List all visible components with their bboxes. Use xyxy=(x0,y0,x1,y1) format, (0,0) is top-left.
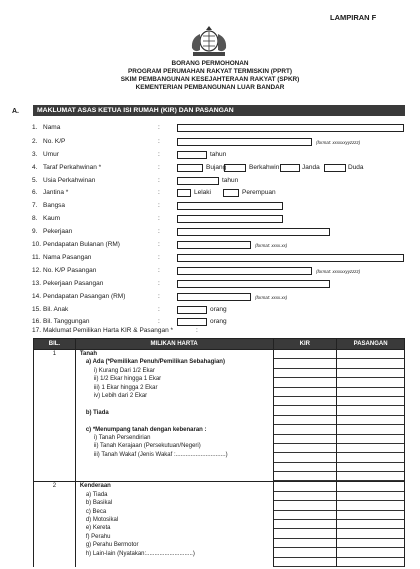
property-item-line: g) Perahu Bermotor xyxy=(85,542,139,549)
row-number-cell xyxy=(34,482,76,567)
kir-cell[interactable] xyxy=(273,482,337,567)
pasangan-answer-line[interactable] xyxy=(337,397,404,406)
field-row-nama-pasangan xyxy=(0,254,420,265)
pasangan-answer-line[interactable] xyxy=(337,388,404,397)
pendapatan-format-hint: (format: xxxx.xx) xyxy=(255,243,288,248)
property-item-line: ii) Tanah Kerajaan (Persekutuan/Negeri) xyxy=(93,443,201,450)
property-item-line: d) Motosikal xyxy=(85,517,119,524)
table-row xyxy=(34,350,405,482)
property-item-line: h) Lain-lain (Nyatakan:............................) xyxy=(85,550,195,557)
kir-answer-line[interactable] xyxy=(274,444,337,453)
field-number: 12. xyxy=(32,267,42,274)
kir-answer-line[interactable] xyxy=(274,548,337,557)
kir-answer-line[interactable] xyxy=(274,539,337,548)
kir-answer-line[interactable] xyxy=(274,388,337,397)
pasangan-answer-line[interactable] xyxy=(337,511,404,520)
nama-input-box[interactable] xyxy=(177,124,404,132)
row-number: 1 xyxy=(52,351,57,357)
kir-answer-line[interactable] xyxy=(274,359,337,368)
field-row-bil-anak xyxy=(0,306,420,317)
form-title-line-1: BORANG PERMOHONAN xyxy=(171,60,249,67)
property-item-line: iii) Tanah Wakaf (Jenis Wakaf :..............................) xyxy=(93,451,228,458)
field-label: Nama xyxy=(43,124,61,131)
kir-answer-line[interactable] xyxy=(274,369,337,378)
pendapatan-pasangan-format-hint: (format: xxxx.xx) xyxy=(255,295,288,300)
field-colon: : xyxy=(158,151,160,158)
property-item-line: a) Ada (*Pemilikan Penuh/Pemilikan Sebahagian) xyxy=(85,359,225,366)
field-row-umur xyxy=(0,151,420,162)
nama-pasangan-input-box[interactable] xyxy=(177,254,404,262)
field-row-pekerjaan-pasangan xyxy=(0,280,420,291)
kir-answer-line[interactable] xyxy=(274,520,337,529)
row-number: 2 xyxy=(52,483,57,490)
field-colon: : xyxy=(158,124,160,131)
kir-answer-line[interactable] xyxy=(274,501,337,510)
bujang-option-label: Bujang xyxy=(206,164,227,171)
field-colon: : xyxy=(158,254,160,261)
kir-answer-line[interactable] xyxy=(274,558,337,567)
field-colon: : xyxy=(158,293,160,300)
berkahwin-checkbox[interactable] xyxy=(224,164,246,172)
no-kp-format-hint: (format: xxxxxxyyzzzz) xyxy=(316,140,361,145)
janda-checkbox[interactable] xyxy=(280,164,300,172)
usia-perkahwinan-input-box[interactable] xyxy=(177,177,219,185)
kir-answer-line[interactable] xyxy=(274,529,337,538)
form-title-line-3: SKIM PEMBANGUNAN KESEJAHTERAAN RAKYAT (SPKR) xyxy=(120,76,300,83)
pasangan-answer-line[interactable] xyxy=(337,435,404,444)
field-row-no-kp-pasangan xyxy=(0,267,420,278)
field-label: Nama Pasangan xyxy=(43,254,92,261)
field-label: Taraf Perkahwinan * xyxy=(43,164,102,171)
pasangan-cell[interactable] xyxy=(337,350,405,482)
row-number-cell xyxy=(34,350,76,482)
field-row-pemilikan-harta xyxy=(0,327,420,338)
field-number: 16. xyxy=(32,318,42,325)
field-number: 17. xyxy=(32,327,42,334)
pasangan-answer-line[interactable] xyxy=(337,501,404,510)
field-label: No. K/P xyxy=(43,138,66,145)
kir-answer-line[interactable] xyxy=(274,453,337,462)
property-item-cell xyxy=(75,350,273,482)
field-row-no-kp xyxy=(0,138,420,149)
field-colon: : xyxy=(158,189,160,196)
field-label: Pendapatan Bulanan (RM) xyxy=(43,241,120,248)
pasangan-answer-line[interactable] xyxy=(337,425,404,434)
pendapatan-bulanan-input-box[interactable] xyxy=(177,241,251,249)
kir-answer-line[interactable] xyxy=(274,406,337,415)
property-item-line: a) Tiada xyxy=(85,491,108,498)
property-item-line: b) Basikal xyxy=(85,500,113,507)
lelaki-checkbox[interactable] xyxy=(177,189,191,197)
pasangan-answer-line[interactable] xyxy=(337,463,404,472)
kaum-input-box[interactable] xyxy=(177,215,283,223)
column-header-kir: KIR xyxy=(273,339,337,350)
field-number: 11. xyxy=(32,254,41,261)
property-item-line: c) Beca xyxy=(85,508,107,515)
kir-answer-line[interactable] xyxy=(274,435,337,444)
field-number: 14. xyxy=(32,293,42,300)
property-item-line: Kenderaan xyxy=(79,483,111,490)
field-label: Pendapatan Pasangan (RM) xyxy=(43,293,126,300)
property-item-line xyxy=(76,459,273,467)
property-item-line: iii) 1 Ekar hingga 2 Ekar xyxy=(93,384,158,391)
field-row-taraf-perkahwinan xyxy=(0,164,420,175)
field-row-bangsa xyxy=(0,202,420,213)
duda-option-label: Duda xyxy=(348,164,364,171)
field-number: 9. xyxy=(32,228,38,235)
bangsa-input-box[interactable] xyxy=(177,202,283,210)
field-colon: : xyxy=(158,228,160,235)
janda-option-label: Janda xyxy=(302,164,320,171)
pasangan-answer-line[interactable] xyxy=(337,369,404,378)
field-number: 3. xyxy=(32,151,38,158)
property-item-line: iv) Lebih dari 2 Ekar xyxy=(93,392,148,399)
field-row-pekerjaan xyxy=(0,228,420,239)
field-row-usia-perkahwinan xyxy=(0,177,420,188)
field-number: 13. xyxy=(32,280,42,287)
lampiran-label: LAMPIRAN F xyxy=(330,13,377,22)
pasangan-answer-line[interactable] xyxy=(337,359,404,368)
property-item-line xyxy=(76,417,273,425)
field-colon: : xyxy=(158,138,160,145)
kir-answer-line[interactable] xyxy=(274,350,337,359)
field-colon: : xyxy=(158,202,160,209)
property-item-line: b) Tiada xyxy=(85,409,109,416)
field-label: Bil. Tanggungan xyxy=(43,318,90,325)
field-colon: : xyxy=(158,241,160,248)
kir-answer-line[interactable] xyxy=(274,463,337,472)
field-number: 5. xyxy=(32,177,38,184)
field-label: Maklumat Pemilikan Harta KIR & Pasangan * xyxy=(43,327,174,334)
column-header-milikan-harta: MILIKAN HARTA xyxy=(75,339,273,350)
field-colon: : xyxy=(158,164,160,171)
field-label: Bil. Anak xyxy=(43,306,69,313)
field-colon: : xyxy=(158,280,160,287)
umur-input-box[interactable] xyxy=(177,151,207,159)
column-header-pasangan: PASANGAN xyxy=(337,339,405,350)
bil-tanggungan-unit: orang xyxy=(210,318,227,325)
kir-answer-line[interactable] xyxy=(274,378,337,387)
kir-answer-line[interactable] xyxy=(274,482,337,491)
field-colon: : xyxy=(158,318,160,325)
property-item-line: i) Kurang Dari 1/2 Ekar xyxy=(93,367,155,374)
pasangan-answer-line[interactable] xyxy=(337,406,404,415)
no-kp-input-box[interactable] xyxy=(177,138,312,146)
property-item-line: ii) 1/2 Ekar hingga 1 Ekar xyxy=(93,376,162,383)
property-item-line: i) Tanah Persendirian xyxy=(93,434,151,441)
perempuan-checkbox[interactable] xyxy=(223,189,239,197)
bil-anak-unit: orang xyxy=(210,306,227,313)
field-colon: : xyxy=(158,306,160,313)
bil-tanggungan-input-box[interactable] xyxy=(177,318,207,326)
kir-answer-line[interactable] xyxy=(274,492,337,501)
no-kp-pasangan-input-box[interactable] xyxy=(177,267,312,275)
field-label: Pekerjaan xyxy=(43,228,73,235)
form-title-line-4: KEMENTERIAN PEMBANGUNAN LUAR BANDAR xyxy=(135,84,285,91)
field-label: Umur xyxy=(43,151,59,158)
column-header-bil: BIL. xyxy=(34,339,76,350)
property-item-line: f) Perahu xyxy=(85,533,111,540)
field-number: 10. xyxy=(32,241,42,248)
berkahwin-option-label: Berkahwin xyxy=(249,164,280,171)
field-colon: : xyxy=(158,177,160,184)
section-a-header: MAKLUMAT ASAS KETUA ISI RUMAH (KIR) DAN PASANGAN xyxy=(33,105,405,116)
field-row-nama xyxy=(0,124,420,135)
field-number: 2. xyxy=(32,138,38,145)
lelaki-option-label: Lelaki xyxy=(194,189,211,196)
field-label: Kaum xyxy=(43,215,60,222)
pasangan-answer-line[interactable] xyxy=(337,378,404,387)
pasangan-answer-line[interactable] xyxy=(337,453,404,462)
kir-answer-line[interactable] xyxy=(274,472,337,481)
field-colon: : xyxy=(158,215,160,222)
property-item-cell xyxy=(75,482,273,567)
no-kp-pasangan-format-hint: (format: xxxxxxyyzzzz) xyxy=(316,269,361,274)
bil-anak-input-box[interactable] xyxy=(177,306,207,314)
perempuan-option-label: Perempuan xyxy=(242,189,276,196)
property-ownership-table xyxy=(33,338,405,567)
pekerjaan-pasangan-input-box[interactable] xyxy=(177,280,330,288)
pasangan-answer-line[interactable] xyxy=(337,472,404,481)
field-colon: : xyxy=(158,267,160,274)
umur-unit: tahun xyxy=(210,151,227,158)
property-item-line: c) *Menumpang tanah dengan kebenaran : xyxy=(85,426,207,433)
field-row-pendapatan-bulanan xyxy=(0,241,420,252)
pasangan-answer-line[interactable] xyxy=(337,444,404,453)
kir-answer-line[interactable] xyxy=(274,416,337,425)
field-number: 15. xyxy=(32,306,42,313)
bujang-checkbox[interactable] xyxy=(177,164,203,172)
pasangan-answer-line[interactable] xyxy=(337,520,404,529)
field-row-jantina xyxy=(0,189,420,200)
coat-of-arms-emblem xyxy=(183,24,235,58)
section-a-letter: A. xyxy=(12,108,19,115)
field-label: Bangsa xyxy=(43,202,66,209)
pasangan-answer-line[interactable] xyxy=(337,558,404,567)
kir-cell[interactable] xyxy=(273,350,337,482)
field-number: 7. xyxy=(32,202,38,209)
kir-answer-line[interactable] xyxy=(274,425,337,434)
table-row xyxy=(34,482,405,567)
pasangan-answer-line[interactable] xyxy=(337,416,404,425)
field-label: Jantina * xyxy=(43,189,69,196)
field-colon: : xyxy=(196,327,198,334)
pekerjaan-input-box[interactable] xyxy=(177,228,330,236)
usia-perkahwinan-unit: tahun xyxy=(222,177,239,184)
pasangan-answer-line[interactable] xyxy=(337,492,404,501)
pasangan-answer-line[interactable] xyxy=(337,350,404,359)
pasangan-answer-line[interactable] xyxy=(337,539,404,548)
field-row-kaum xyxy=(0,215,420,226)
field-label: No. K/P Pasangan xyxy=(43,267,97,274)
field-row-pendapatan-pasangan xyxy=(0,293,420,304)
field-number: 4. xyxy=(32,164,38,171)
pendapatan-pasangan-input-box[interactable] xyxy=(177,293,251,301)
pasangan-answer-line[interactable] xyxy=(337,529,404,538)
pasangan-answer-line[interactable] xyxy=(337,482,404,491)
kir-answer-line[interactable] xyxy=(274,511,337,520)
field-label: Pekerjaan Pasangan xyxy=(43,280,104,287)
property-item-line: Tanah xyxy=(79,351,98,357)
field-number: 1. xyxy=(32,124,38,131)
pasangan-answer-line[interactable] xyxy=(337,548,404,557)
kir-answer-line[interactable] xyxy=(274,397,337,406)
pasangan-cell[interactable] xyxy=(337,482,405,567)
duda-checkbox[interactable] xyxy=(324,164,346,172)
field-label: Usia Perkahwinan xyxy=(43,177,96,184)
field-number: 6. xyxy=(32,189,38,196)
field-number: 8. xyxy=(32,215,38,222)
form-title-line-2: PROGRAM PERUMAHAN RAKYAT TERMISKIN (PPRT) xyxy=(127,68,293,75)
property-item-line: e) Kereta xyxy=(85,525,111,532)
property-item-line xyxy=(76,400,273,408)
